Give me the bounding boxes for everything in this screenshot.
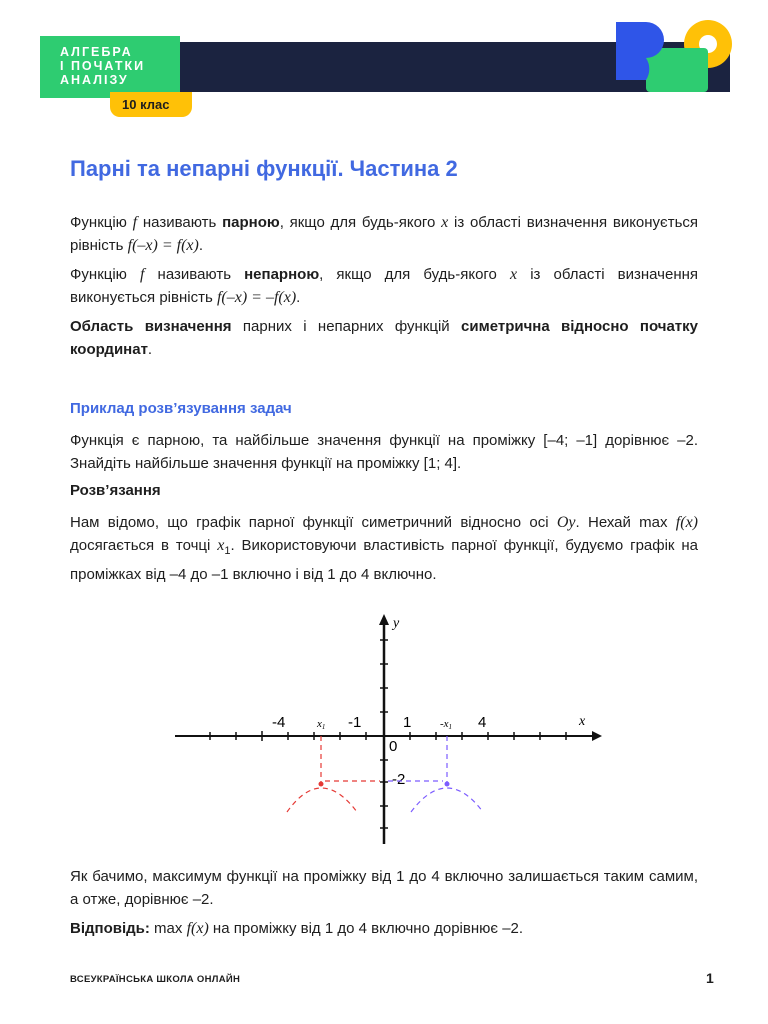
even-function-definition: Функцію f називають парною, якщо для будь-якого x із області визначення виконується рівність f(–x) = f(x).: [70, 214, 699, 254]
origin-label: 0: [389, 738, 398, 755]
domain-note: Область визначення парних і непарних функцій симетрична відносно початку координат.: [70, 318, 698, 358]
subject-line: АНАЛІЗУ: [60, 73, 129, 87]
left-branch: [287, 736, 380, 812]
tick-label-x1-right: -x1: [440, 718, 453, 731]
x-axis-arrow: [592, 731, 602, 741]
subject-tag: [40, 36, 180, 98]
tick-label-minus-2: -2: [392, 771, 406, 788]
tick-label-x1-left: x1: [317, 718, 326, 731]
example-heading: Приклад розв’язування задач: [70, 400, 292, 417]
subject-line: АЛГЕБРА: [60, 45, 133, 59]
y-axis-label: y: [393, 616, 400, 631]
tick-label-4: 4: [478, 714, 487, 731]
conclusion-text: Як бачимо, максимум функції на проміжку від 1 до 4 включно залишається таким самим, а отже, дорівнює –2.: [70, 868, 698, 908]
grade-badge: 10 клас: [110, 92, 192, 117]
odd-function-definition: Функцію f називають непарною, якщо для будь-якого x із області визначення виконується рівність f(–x) = –f(x).: [70, 266, 699, 306]
page-title: Парні та непарні функції. Частина 2: [70, 156, 458, 181]
tick-label-1: 1: [403, 714, 412, 731]
answer-text: Відповідь: max f(x) на проміжку від 1 до 4 включно дорівнює –2.: [70, 920, 524, 937]
right-max-point: [445, 782, 450, 787]
subject-line: І ПОЧАТКИ: [60, 59, 146, 73]
problem-statement: Функція є парною, та найбільше значення функції на проміжку [–4; –1] дорівнює –2. Знайдіть найбільше значення функції на проміжку [1; 4].: [70, 432, 698, 472]
tick-label-minus-4: -4: [272, 714, 286, 731]
y-axis-arrow: [379, 614, 389, 625]
x-axis-label: x: [579, 714, 586, 729]
solution-text: Нам відомо, що графік парної функції симетричний відносно осі Oy. Нехай max f(x) досягається в точці $x_1$. Використовуючи властивість парної функції, будуємо графік на проміжках від –4 до –1 включно і від 1 до 4 включно.: [70, 514, 698, 583]
footer-school-name: ВСЕУКРАЇНСЬКА ШКОЛА ОНЛАЙН: [70, 974, 241, 985]
function-graph: [160, 612, 620, 848]
page-number: 1: [706, 970, 714, 986]
left-max-point: [319, 782, 324, 787]
tick-label-minus-1: -1: [348, 714, 362, 731]
solution-heading: Розв’язання: [70, 482, 161, 499]
school-logo: [612, 18, 736, 94]
